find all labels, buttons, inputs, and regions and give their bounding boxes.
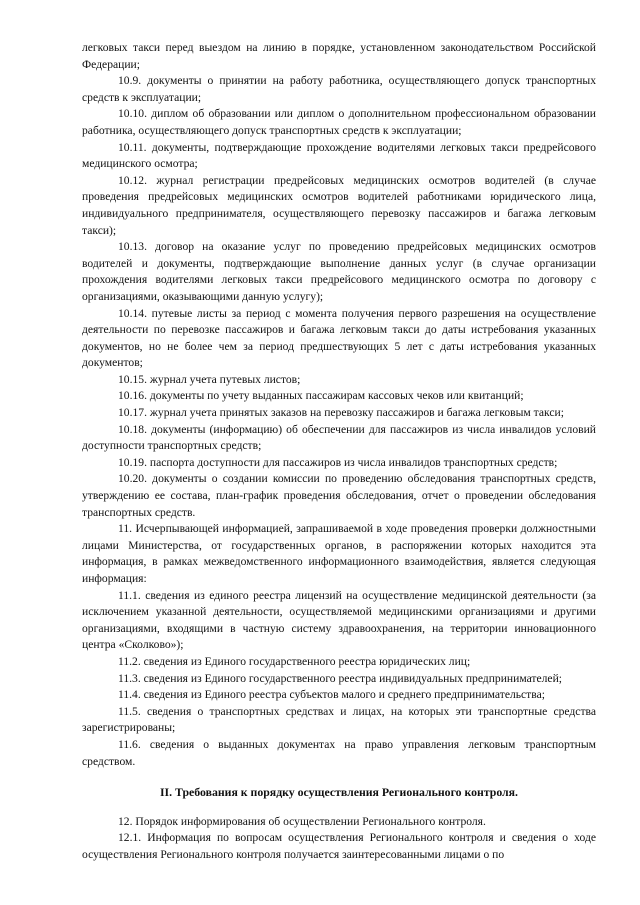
paragraph-10-13: 10.13. договор на оказание услуг по проведению предрейсовых медицинских осмотров водителей и документы, подтверждающие выполнение данных услуг (в случае организации прохождения водителями легковых такси предрейсового медицинского осмотра по договору с организациями, оказывающими данную услугу);	[82, 240, 596, 303]
paragraph-11: 11. Исчерпывающей информацией, запрашиваемой в ходе проведения проверки должностными лицами Министерства, от государственных органов, в распоряжении которых находится эта информация, в рамках межведомственного информационного взаимодействия, является следующая информация:	[82, 522, 596, 585]
paragraph-10-9: 10.9. документы о принятии на работу работника, осуществляющего допуск транспортных средств к эксплуатации;	[82, 74, 596, 104]
paragraph-10-18: 10.18. документы (информацию) об обеспечении для пассажиров из числа инвалидов условий доступности транспортных средств;	[82, 422, 596, 453]
paragraph-12-1: 12.1. Информация по вопросам осуществления Регионального контроля и сведения о ходе осуществления Регионального контроля получается заинтересованными лицами о по	[82, 831, 596, 861]
document-page	[82, 40, 596, 864]
paragraph-continuation: легковых такси перед выездом на линию в порядке, установленном законодательством Российской Федерации;	[82, 41, 596, 71]
paragraph-11-2: 11.2. сведения из Единого государственного реестра юридических лиц;	[118, 654, 471, 668]
paragraph-10-17: 10.17. журнал учета принятых заказов на перевозку пассажиров и багажа легковым такси;	[118, 406, 564, 420]
paragraph-11-4: 11.4. сведения из Единого реестра субъектов малого и среднего предпринимательства;	[118, 688, 545, 702]
paragraph-10-19: 10.19. паспорта доступности для пассажиров из числа инвалидов транспортных средств;	[118, 455, 558, 469]
paragraph-10-12: 10.12. журнал регистрации предрейсовых медицинских осмотров водителей (в случае проведения предрейсовых медицинских осмотров водителей работниками юридического лица, индивидуального предпринимателя, осуществляющего перевозку пассажиров и багажа легковым такси);	[82, 173, 596, 237]
section-heading: II. Требования к порядку осуществления Регионального контроля.	[159, 785, 519, 800]
paragraph-10-16: 10.16. документы по учету выданных пассажирам кассовых чеков или квитанций;	[118, 389, 524, 403]
paragraph-10-11: 10.11. документы, подтверждающие прохождение водителями легковых такси предрейсового медицинского осмотра;	[82, 140, 596, 171]
paragraph-12: 12. Порядок информирования об осуществлении Регионального контроля.	[118, 814, 486, 828]
paragraph-10-10: 10.10. диплом об образовании или диплом о дополнительном профессиональном образовании работника, осуществляющего допуск транспортных средств к эксплуатации;	[82, 107, 596, 137]
paragraph-11-5: 11.5. сведения о транспортных средствах и лицах, на которых эти транспортные средства зарегистрированы;	[82, 704, 596, 735]
paragraph-10-14: 10.14. путевые листы за период с момента получения первого разрешения на осуществление деятельности по перевозке пассажиров и багажа легковым такси до даты истребования указанных документов, но не более чем за период предшествующих 5 лет с даты истребования указанных документов;	[82, 306, 596, 370]
paragraph-11-1: 11.1. сведения из единого реестра лицензий на осуществление медицинской деятельности (за исключением указанной деятельности, осуществляемой медицинскими организациями и другими организациями, входящими в частную систему здравоохранения, на территории инновационного центра «Сколково»);	[82, 588, 596, 652]
paragraph-10-20: 10.20. документы о создании комиссии по проведению обследования транспортных средств, утверждению ее состава, план-график проведения обследования, отчет о проведении обследования транспортных средств.	[82, 472, 596, 519]
paragraph-10-15: 10.15. журнал учета путевых листов;	[118, 372, 301, 386]
paragraph-11-3: 11.3. сведения из Единого государственного реестра индивидуальных предпринимателей;	[118, 671, 562, 685]
paragraph-11-6: 11.6. сведения о выданных документах на право управления легковым транспортным средством.	[82, 737, 596, 768]
